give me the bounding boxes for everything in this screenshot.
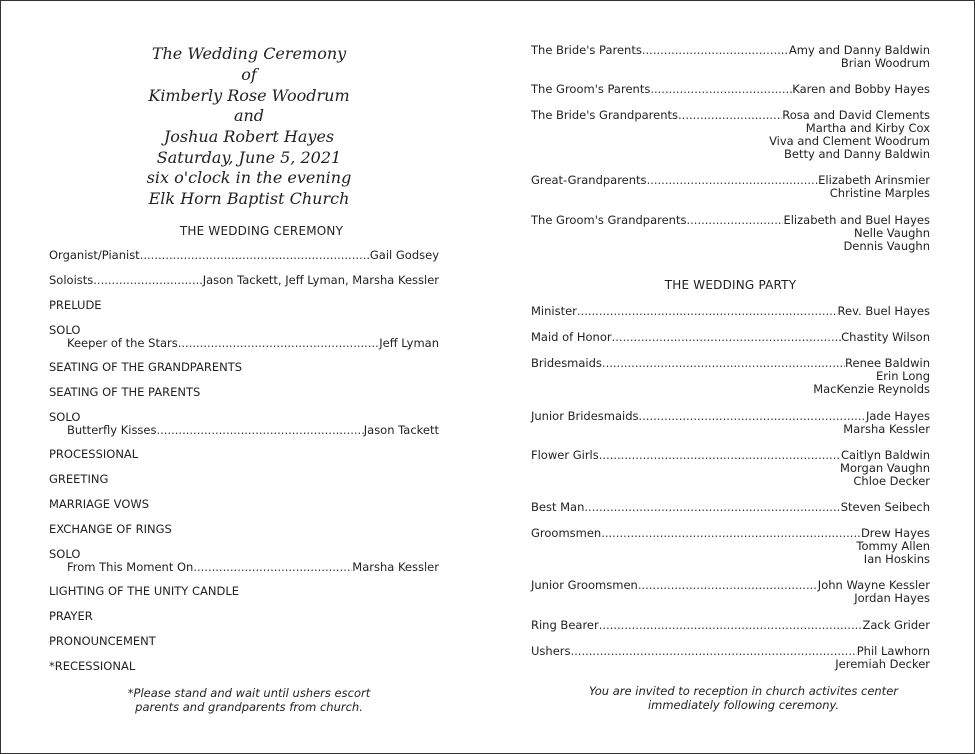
reception-note: You are invited to reception in church activites center immediately following ceremony. [589,684,898,712]
party-item: Junior Bridesmaids ..... Jade Hayes Marsha Kessler [531,410,930,436]
program-item: Organist/Pianist ..... Gail Godsey [49,249,439,262]
party-item: Ring Bearer ..... Zack Grider [531,619,930,632]
program-item: SEATING OF THE GRANDPARENTS [49,360,243,374]
title-line: of [241,65,257,84]
program-item: SEATING OF THE PARENTS [49,385,201,399]
ceremony-heading: THE WEDDING CEREMONY [179,224,344,238]
event-date: Saturday, June 5, 2021 [156,148,342,167]
program-item: GREETING [49,472,109,486]
program-item: PRAYER [49,609,93,623]
family-item: The Bride's Parents ..... Amy and Danny Baldwin Brian Woodrum [531,44,930,70]
party-item: Minister ..... Rev. Buel Hayes [531,305,930,318]
program-item: PRELUDE [49,298,102,312]
party-item: Ushers ..... Phil Lawhorn Jeremiah Decker [531,645,930,671]
ceremony-note: *Please stand and wait until ushers escort parents and grandparents from church. [127,686,371,714]
party-heading: THE WEDDING PARTY [664,278,797,292]
groom-name: Joshua Robert Hayes [163,127,335,146]
program-item: SOLO From This Moment On ..... Marsha Kessler [49,548,439,574]
family-item: The Bride's Grandparents ..... Rosa and David Clements Martha and Kirby Cox Viva and Clement Woodrum Betty and Danny Baldwin [531,109,930,161]
program-item: PRONOUNCEMENT [49,634,156,648]
program-item: SOLO Keeper of the Stars ..... Jeff Lyman [49,324,439,350]
event-time: six o'clock in the evening [146,168,352,187]
family-item: The Groom's Grandparents ..... Elizabeth and Buel Hayes Nelle Vaughn Dennis Vaughn [531,214,930,253]
program-item: LIGHTING OF THE UNITY CANDLE [49,584,240,598]
program-item: Soloists ..... Jason Tackett, Jeff Lyman, Marsha Kessler [49,274,439,287]
party-item: Groomsmen ..... Drew Hayes Tommy Allen Ian Hoskins [531,527,930,566]
party-item: Bridesmaids ..... Renee Baldwin Erin Long MacKenzie Reynolds [531,357,930,396]
party-item: Junior Groomsmen ..... John Wayne Kessler Jordan Hayes [531,579,930,605]
event-venue: Elk Horn Baptist Church [148,189,350,208]
party-item: Flower Girls ..... Caitlyn Baldwin Morgan Vaughn Chloe Decker [531,449,930,488]
title-line: The Wedding Ceremony [151,44,347,63]
family-item: The Groom's Parents ..... Karen and Bobby Hayes [531,83,930,96]
program-item: SOLO Butterfly Kisses ..... Jason Tackett [49,411,439,437]
bride-name: Kimberly Rose Woodrum [148,86,350,105]
party-item: Best Man ..... Steven Seibech [531,501,930,514]
program-item: EXCHANGE OF RINGS [49,522,172,536]
party-item: Maid of Honor ..... Chastity Wilson [531,331,930,344]
family-item: Great-Grandparents ..... Elizabeth Arinsmier Christine Marples [531,174,930,200]
program-item: PROCESSIONAL [49,447,139,461]
program-item: MARRIAGE VOWS [49,497,150,511]
title-line: and [233,106,265,125]
program-item: *RECESSIONAL [49,659,136,673]
